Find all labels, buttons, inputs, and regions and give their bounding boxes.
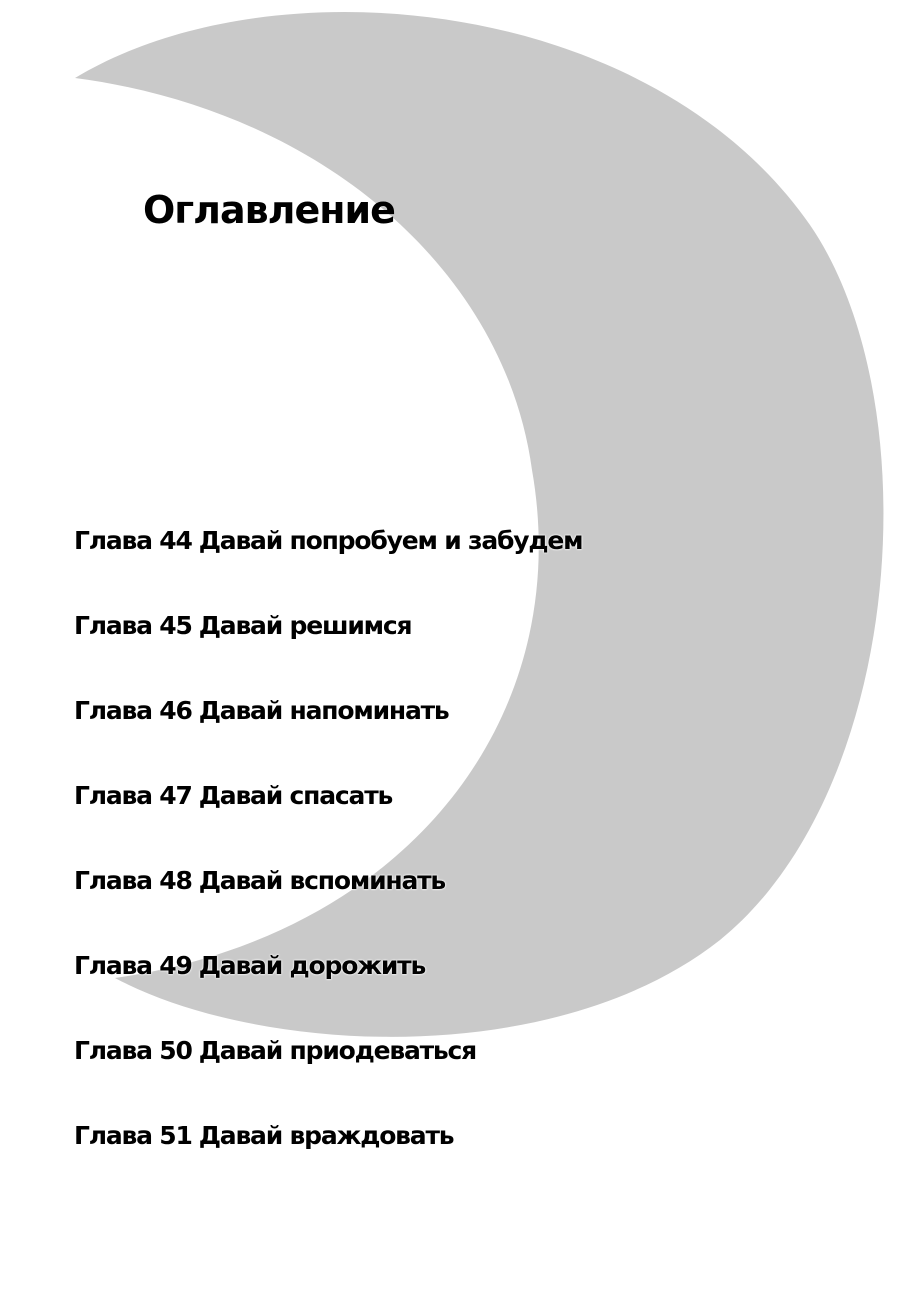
toc-item-chapter-50[interactable]: [74, 1033, 589, 1118]
chapter-number: Глава 47: [74, 781, 192, 810]
chapter-number: Глава 48: [74, 866, 192, 895]
toc-item-chapter-45[interactable]: [74, 608, 589, 693]
chapter-title: Давай попробуем и забудем: [198, 526, 583, 555]
chapter-number: Глава 49: [74, 951, 192, 980]
chapter-number: Глава 51: [74, 1121, 192, 1150]
toc-item-chapter-44[interactable]: [74, 523, 589, 608]
toc-item-chapter-47[interactable]: [74, 778, 589, 863]
chapter-number: Глава 46: [74, 696, 192, 725]
chapter-number: Глава 45: [74, 611, 192, 640]
chapter-title: Давай напоминать: [198, 696, 449, 725]
chapter-title: Давай решимся: [198, 611, 412, 640]
table-of-contents: [74, 523, 589, 1203]
chapter-title: Давай враждовать: [198, 1121, 454, 1150]
toc-item-chapter-51[interactable]: [74, 1118, 589, 1203]
chapter-title: Давай дорожить: [198, 951, 426, 980]
toc-item-chapter-46[interactable]: [74, 693, 589, 778]
toc-item-chapter-49[interactable]: [74, 948, 589, 1033]
chapter-title: Давай спасать: [198, 781, 393, 810]
chapter-title: Давай вспоминать: [198, 866, 446, 895]
chapter-number: Глава 50: [74, 1036, 192, 1065]
chapter-number: Глава 44: [74, 526, 192, 555]
page-title: Оглавление: [143, 188, 395, 232]
chapter-title: Давай приодеваться: [198, 1036, 477, 1065]
toc-item-chapter-48[interactable]: [74, 863, 589, 948]
